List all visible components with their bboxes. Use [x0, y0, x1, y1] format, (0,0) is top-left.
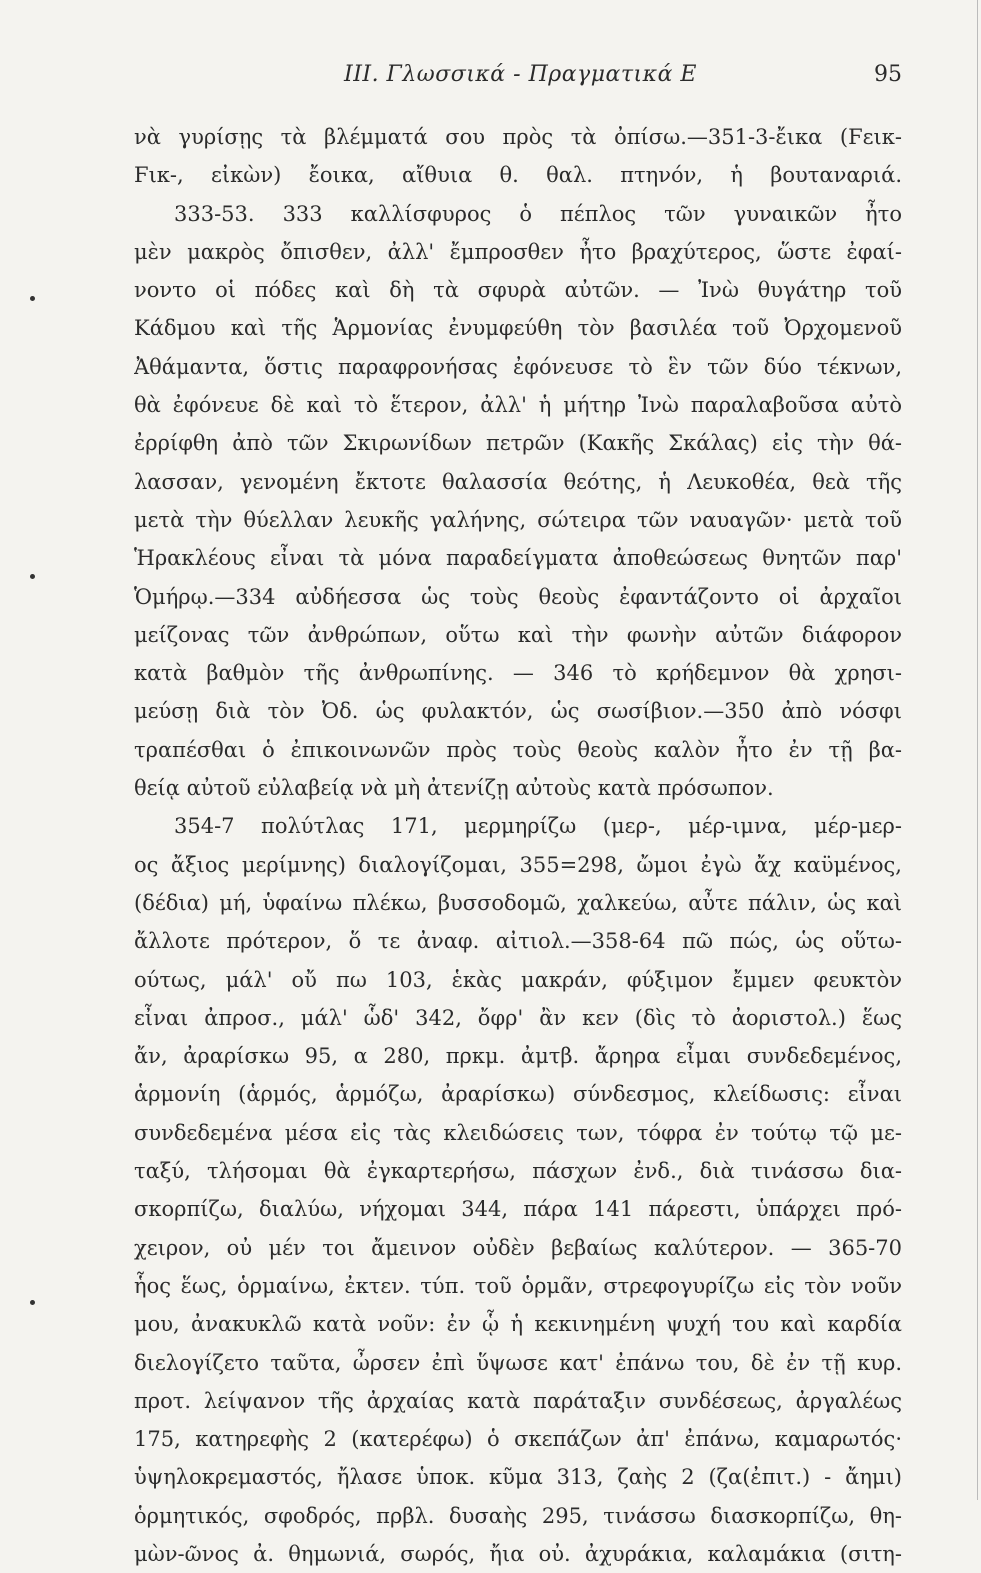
text-line: 175, κατηρεφὴς 2 (κατερέφω) ὁ σκεπάζων ἀπ' ἐπάνω, καμαρωτός· [134, 1427, 902, 1452]
text-line: Κάδμου καὶ τῆς Ἁρμονίας ἐνυμφεύθη τὸν βασιλέα τοῦ Ὀρχομενοῦ [134, 316, 902, 341]
text-line: μείζονας τῶν ἀνθρώπων, οὕτω καὶ τὴν φωνὴν αὐτῶν διάφορον [134, 622, 902, 647]
page-edge-line [977, 0, 978, 1500]
running-header [134, 62, 902, 96]
text-line: ὁρμητικός, σφοδρός, πρβλ. δυσαὴς 295, τινάσσω διασκορπίζω, θη- [134, 1503, 902, 1528]
text-line: ἄλλοτε πρότερον, ὅ τε ἀναφ. αἰτιολ.—358-64 πῶ πώς, ὡς οὕτω- [134, 929, 902, 954]
text-line: τραπέσθαι ὁ ἐπικοινωνῶν πρὸς τοὺς θεοὺς καλὸν ἦτο ἐν τῇ βα- [134, 737, 902, 762]
text-line: θὰ ἐφόνευε δὲ καὶ τὸ ἕτερον, ἀλλ' ἡ μήτηρ Ἰνὼ παραλαβοῦσα αὐτὸ [134, 393, 902, 418]
text-line: Ἡρακλέους εἶναι τὰ μόνα παραδείγματα ἀποθεώσεως θνητῶν παρ' [134, 546, 902, 571]
text-line: ὑψηλοκρεμαστός, ἤλασε ὑποκ. κῦμα 313, ζαὴς 2 (ζα(ἐπιτ.) - ἄημι) [134, 1465, 902, 1490]
text-line: ἧος ἕως, ὁρμαίνω, ἐκτεν. τύπ. τοῦ ὁρμᾶν, στρεφογυρίζω εἰς τὸν νοῦν [134, 1273, 902, 1298]
header-title: ΙΙΙ. Γλωσσικά - Πραγματικά Ε [344, 62, 697, 87]
text-line: 354-7 πολύτλας 171, μερμηρίζω (μερ-, μέρ-ιμνα, μέρ-μερ- [174, 814, 902, 839]
text-line: διελογίζετο ταῦτα, ὦρσεν ἐπὶ ὕψωσε κατ' ἐπάνω του, δὲ ἐν τῇ κυρ. [134, 1350, 902, 1375]
text-line: νοντο οἱ πόδες καὶ δὴ τὰ σφυρὰ αὐτῶν. — Ἰνὼ θυγάτηρ τοῦ [134, 278, 902, 303]
text-line: ούτως, μάλ' οὔ πω 103, ἑκὰς μακράν, φύξιμον ἔμμεν φευκτὸν [134, 967, 902, 992]
text-line: 333-53. 333 καλλίσφυρος ὁ πέπλος τῶν γυναικῶν ἦτο [174, 201, 902, 226]
margin-dot [30, 1300, 35, 1305]
text-line: θείᾳ αὐτοῦ εὐλαβείᾳ νὰ μὴ ἀτενίζῃ αὐτοὺς κατὰ πρόσωπον. [134, 776, 774, 801]
text-line: προτ. λείψανον τῆς ἀρχαίας κατὰ παράταξιν συνδέσεως, ἀργαλέως [134, 1388, 902, 1413]
text-line: σκορπίζω, διαλύω, νήχομαι 344, πάρα 141 πάρεστι, ὑπάρχει πρό- [134, 1197, 902, 1222]
text-line: ος ἄξιος μερίμνης) διαλογίζομαι, 355=298, ὤμοι ἐγὼ ἄχ καϋμένος, [134, 852, 902, 877]
text-line: ταξύ, τλήσομαι θὰ ἐγκαρτερήσω, πάσχων ἐνδ., διὰ τινάσσω δια- [134, 1159, 902, 1184]
text-line: (δέδια) μή, ὑφαίνω πλέκω, βυσσοδομῶ, χαλκεύω, αὖτε πάλιν, ὡς καὶ [134, 890, 902, 915]
text-line: ἁρμονίη (ἁρμός, ἁρμόζω, ἀραρίσκω) σύνδεσμος, κλείδωσις: εἶναι [134, 1082, 902, 1107]
text-line: νὰ γυρίσῃς τὰ βλέμματά σου πρὸς τὰ ὀπίσω.—351-3-ἔικα (Ϝεικ- [134, 125, 902, 149]
text-line: συνδεδεμένα μέσα εἰς τὰς κλειδώσεις των, τόφρα ἐν τούτῳ τῷ με- [134, 1120, 902, 1145]
text-line: Ἀθάμαντα, ὅστις παραφρονήσας ἐφόνευσε τὸ ἓν τῶν δύο τέκνων, [134, 354, 902, 379]
text-line: λασσαν, γενομένη ἔκτοτε θαλασσία θεότης, ἡ Λευκοθέα, θεὰ τῆς [134, 469, 902, 494]
text-line: κατὰ βαθμὸν τῆς ἀνθρωπίνης. — 346 τὸ κρήδεμνον θὰ χρησι- [134, 661, 902, 686]
text-line: ἄν, ἀραρίσκω 95, α 280, πρκμ. ἀμτβ. ἄρηρα εἶμαι συνδεδεμένος, [134, 1044, 902, 1069]
text-line: μετὰ τὴν θύελλαν λευκῆς γαλήνης, σώτειρα τῶν ναυαγῶν· μετὰ τοῦ [134, 507, 902, 532]
text-line: μὼν-ῶνος ἀ. θημωνιά, σωρός, ἤια οὐ. ἀχυράκια, καλαμάκια (σιτη- [134, 1541, 902, 1566]
text-line: εἶναι ἀπροσ., μάλ' ὧδ' 342, ὄφρ' ἂν κεν (δὶς τὸ ἀοριστολ.) ἕως [134, 1005, 902, 1030]
margin-dot [30, 574, 35, 579]
text-line: χειρον, οὐ μέν τοι ἄμεινον οὐδὲν βεβαίως καλύτερον. — 365-70 [134, 1235, 902, 1260]
text-line: μου, ἀνακυκλῶ κατὰ νοῦν: ἐν ᾧ ἡ κεκινημένη ψυχή του καὶ καρδία [134, 1312, 902, 1337]
text-line: Ϝικ-, εἰκὼν) ἔοικα, αἴθυια θ. θαλ. πτηνόν, ἡ βουταναριά. [134, 163, 902, 188]
text-line: Ὁμήρῳ.—334 αὐδήεσσα ὡς τοὺς θεοὺς ἐφαντάζοντο οἱ ἀρχαῖοι [134, 584, 902, 609]
margin-dot [30, 296, 35, 301]
text-line: ἐρρίφθη ἀπὸ τῶν Σκιρωνίδων πετρῶν (Κακῆς Σκάλας) εἰς τὴν θά- [134, 431, 902, 456]
page-number: 95 [874, 62, 902, 87]
body-text [134, 118, 902, 1573]
text-line: μὲν μακρὸς ὄπισθεν, ἀλλ' ἔμπροσθεν ἦτο βραχύτερος, ὥστε ἐφαί- [134, 239, 902, 264]
text-line: μεύσῃ διὰ τὸν Ὀδ. ὡς φυλακτόν, ὡς σωσίβιον.—350 ἀπὸ νόσφι [134, 699, 902, 724]
